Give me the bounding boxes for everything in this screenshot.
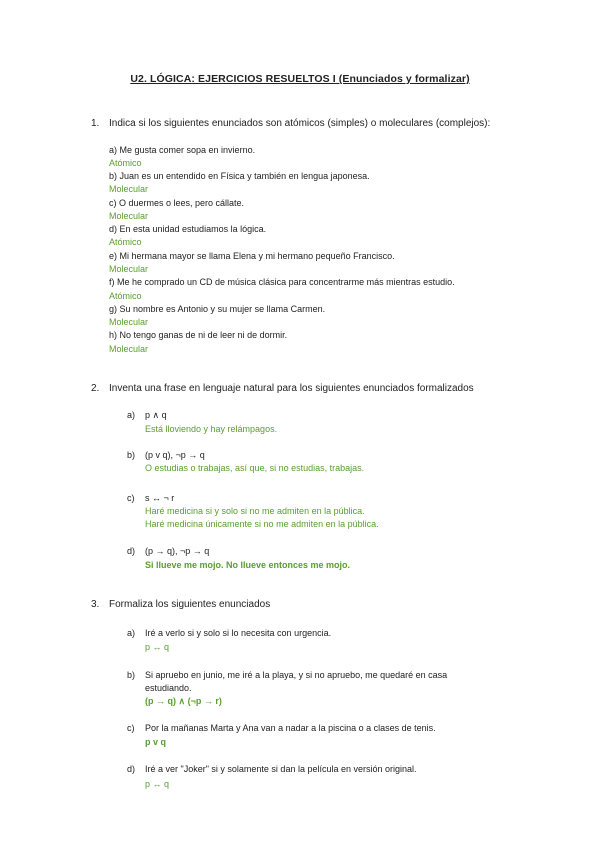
answer-f: Atómico — [109, 291, 142, 301]
sentence-c: c) O duermes o lees, pero cállate. — [109, 198, 245, 208]
formula: s ↔ ¬ r — [145, 493, 175, 503]
item-letter: d) — [127, 764, 136, 774]
statement: Iré a verlo si y solo si lo necesita con urgencia. — [145, 628, 332, 638]
answer-c: Molecular — [109, 211, 149, 221]
item-letter: b) — [127, 450, 136, 460]
item-letter: c) — [127, 493, 135, 503]
section-title: Inventa una frase en lenguaje natural para los siguientes enunciados formalizados — [109, 383, 474, 394]
statement: Si apruebo en junio, me iré a la playa, y si no apruebo, me quedaré en casa — [145, 670, 448, 680]
answer-g: Molecular — [109, 317, 149, 327]
answer-e: Molecular — [109, 264, 149, 274]
item-letter: c) — [127, 723, 135, 733]
item-letter: d) — [127, 546, 136, 556]
sentence-a: a) Me gusta comer sopa en invierno. — [109, 145, 256, 155]
section-number: 2. — [91, 383, 100, 394]
item-letter: a) — [127, 628, 136, 638]
answer-d: Atómico — [109, 237, 142, 247]
sentence-d: d) En esta unidad estudiamos la lógica. — [109, 224, 267, 234]
sentence-e: e) Mi hermana mayor se llama Elena y mi hermano pequeño Francisco. — [109, 251, 395, 261]
answer-a: Atómico — [109, 158, 142, 168]
document-page: U2. LÓGICA: EJERCICIOS RESUELTOS I (Enunciados y formalizar) 1. Indica si los siguientes enunciados son atómicos (simples) o moleculares (complejos): a) Me gusta comer sopa en invierno. Atómico b) Juan es un entendido en Física y también en lengua japonesa. Molecular c) O duermes o lees, pero cállate. Molecular d) En esta unidad estudiamos la lógica. Atómico e) Mi hermana mayor se llama Elena y mi hermano pequeño Francisco. Molecular f) Me he comprado un CD de música clásica para concentrarme más mientras estudio. Atómico g) Su nombre es Antonio y su mujer se llama Carmen. Molecular h) No tengo ganas de ni de leer ni de dormir. Molecular 2. Inventa una frase en lenguaje natural para los siguientes enunciados formalizados a) p ∧ q Está lloviendo y hay relámpagos. b) (p v q), ¬p → q O estudias o trabajas, así que, si no estudias, trabajas. c) s ↔ ¬ r Haré medicina si y solo si no me admiten en la pública. Haré medicina únicamente si no me admiten en la pública. d) (p → q), ¬p → q Si llueve me mojo. No llueve entonces me mojo. 3. Formaliza los siguientes enunciados a) Iré a verlo si y solo si lo necesita con urgencia. p ↔ q b) Si apruebo en junio, me iré a la playa, y si no apruebo, me quedaré en casa estudiando. (p → q) ∧ (¬p → r) c) Por la mañanas Marta y Ana van a nadar a la piscina o a clases de tenis. p v q d) Iré a ver "Joker" si y solamente si dan la película en versión original. p ↔ q — [0, 0, 600, 848]
item-letter: b) — [127, 670, 136, 680]
section-number: 3. — [91, 599, 100, 610]
sentence-h: h) No tengo ganas de ni de leer ni de dormir. — [109, 330, 288, 340]
section-title: Indica si los siguientes enunciados son atómicos (simples) o moleculares (complejos): — [109, 118, 491, 129]
formula: (p v q), ¬p → q — [145, 450, 205, 460]
section-number: 1. — [91, 118, 100, 129]
statement: Por la mañanas Marta y Ana van a nadar a la piscina o a clases de tenis. — [145, 723, 436, 733]
item-letter: a) — [127, 410, 136, 420]
answer-b: Molecular — [109, 184, 149, 194]
sentence-g: g) Su nombre es Antonio y su mujer se llama Carmen. — [109, 304, 326, 314]
document-title: U2. LÓGICA: EJERCICIOS RESUELTOS I (Enunciados y formalizar) — [130, 73, 470, 85]
sentence-b: b) Juan es un entendido en Física y también en lengua japonesa. — [109, 171, 370, 181]
statement: Iré a ver "Joker" si y solamente si dan la película en versión original. — [145, 764, 417, 774]
formula: p ∧ q — [145, 410, 167, 420]
answer-h: Molecular — [109, 344, 149, 354]
section-title: Formaliza los siguientes enunciados — [109, 599, 271, 610]
sentence-f: f) Me he comprado un CD de música clásica para concentrarme más mientras estudio. — [109, 277, 455, 287]
formula: (p → q), ¬p → q — [145, 546, 210, 556]
